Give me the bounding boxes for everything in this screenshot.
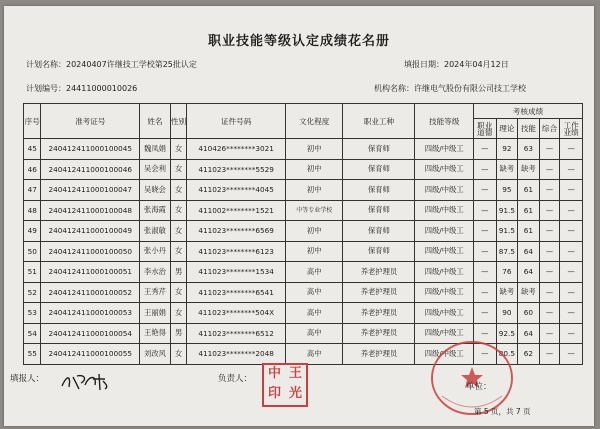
cell-name: 刘改风 bbox=[140, 344, 171, 365]
cell-occupation: 养老护理员 bbox=[343, 303, 415, 324]
cell-education: 初中 bbox=[285, 180, 343, 201]
col-gender: 性别 bbox=[170, 104, 186, 139]
cell-skill: 61 bbox=[518, 221, 540, 242]
cell-overall: — bbox=[539, 221, 560, 242]
cell-level: 四级/中级工 bbox=[415, 344, 474, 365]
cell-overall: — bbox=[539, 200, 560, 221]
cell-name: 王丽娟 bbox=[140, 303, 171, 324]
cell-gender: 女 bbox=[170, 241, 186, 262]
cell-skill: 64 bbox=[518, 323, 540, 344]
cell-education: 初中 bbox=[285, 159, 343, 180]
cell-seq: 54 bbox=[24, 323, 41, 344]
cell-gender: 女 bbox=[170, 159, 186, 180]
table-row bbox=[24, 221, 583, 242]
cell-overall: — bbox=[539, 139, 560, 160]
cell-occupation: 保育师 bbox=[343, 180, 415, 201]
table-row bbox=[24, 139, 583, 160]
cell-overall: — bbox=[539, 262, 560, 283]
cell-education: 高中 bbox=[285, 282, 343, 303]
col-ticket: 准考证号 bbox=[41, 104, 140, 139]
cell-work: — bbox=[560, 180, 583, 201]
cell-name: 吴晓会 bbox=[140, 180, 171, 201]
fill-date: 填报日期：2024年04月12日 bbox=[404, 60, 509, 69]
cell-theory: 90 bbox=[496, 303, 518, 324]
cell-education: 初中 bbox=[285, 139, 343, 160]
cell-theory: 91.5 bbox=[496, 221, 518, 242]
cell-level: 四级/中级工 bbox=[415, 221, 474, 242]
cell-seq: 50 bbox=[24, 241, 41, 262]
cell-theory: 80.5 bbox=[496, 344, 518, 365]
cell-id: 411023********504X bbox=[187, 303, 286, 324]
cell-level: 四级/中级工 bbox=[415, 282, 474, 303]
cell-seq: 48 bbox=[24, 200, 41, 221]
cell-level: 四级/中级工 bbox=[415, 180, 474, 201]
cell-name: 张小丹 bbox=[140, 241, 171, 262]
cell-education: 初中 bbox=[285, 221, 343, 242]
cell-occupation: 养老护理员 bbox=[343, 344, 415, 365]
filler-label: 填报人： bbox=[10, 374, 45, 384]
col-overall: 综合 bbox=[539, 119, 560, 139]
col-skill: 技能 bbox=[518, 119, 540, 139]
cell-moral: — bbox=[473, 323, 496, 344]
cell-moral: — bbox=[473, 344, 496, 365]
col-moral: 职业道德 bbox=[473, 119, 496, 139]
cell-education: 中等专业学校 bbox=[285, 200, 343, 221]
col-occupation: 职业工种 bbox=[343, 104, 415, 139]
cell-theory: 缺考 bbox=[496, 282, 518, 303]
cell-occupation: 保育师 bbox=[343, 241, 415, 262]
cell-level: 四级/中级工 bbox=[415, 323, 474, 344]
cell-id: 411023********6123 bbox=[187, 241, 286, 262]
cell-ticket: 240412411000100055 bbox=[41, 344, 140, 365]
cell-occupation: 养老护理员 bbox=[343, 282, 415, 303]
cell-seq: 49 bbox=[24, 221, 41, 242]
cell-skill: 61 bbox=[518, 200, 540, 221]
cell-education: 高中 bbox=[285, 323, 343, 344]
cell-theory: 91.5 bbox=[496, 200, 518, 221]
cell-occupation: 保育师 bbox=[343, 139, 415, 160]
cell-ticket: 240412411000100050 bbox=[41, 241, 140, 262]
cell-work: — bbox=[560, 139, 583, 160]
cell-work: — bbox=[560, 200, 583, 221]
cell-occupation: 养老护理员 bbox=[343, 262, 415, 283]
cell-seq: 45 bbox=[24, 139, 41, 160]
cell-gender: 女 bbox=[170, 282, 186, 303]
cell-skill: 62 bbox=[518, 344, 540, 365]
cell-ticket: 240412411000100052 bbox=[41, 282, 140, 303]
cell-seq: 52 bbox=[24, 282, 41, 303]
cell-seq: 47 bbox=[24, 180, 41, 201]
cell-education: 高中 bbox=[285, 262, 343, 283]
cell-overall: — bbox=[539, 180, 560, 201]
cell-ticket: 240412411000100054 bbox=[41, 323, 140, 344]
cell-id: 410426********3021 bbox=[187, 139, 286, 160]
score-table bbox=[23, 103, 583, 365]
cell-seq: 51 bbox=[24, 262, 41, 283]
cell-gender: 女 bbox=[170, 221, 186, 242]
cell-gender: 男 bbox=[170, 323, 186, 344]
cell-seq: 55 bbox=[24, 344, 41, 365]
cell-name: 张海霞 bbox=[140, 200, 171, 221]
roster-document bbox=[4, 6, 594, 426]
filler-signature bbox=[59, 371, 111, 393]
cell-ticket: 240412411000100053 bbox=[41, 303, 140, 324]
cell-skill: 64 bbox=[518, 262, 540, 283]
cell-id: 411002********1521 bbox=[187, 200, 286, 221]
cell-work: — bbox=[560, 221, 583, 242]
cell-level: 四级/中级工 bbox=[415, 241, 474, 262]
cell-name: 王艳得 bbox=[140, 323, 171, 344]
responsible-label: 负责人： bbox=[218, 374, 253, 384]
cell-seq: 53 bbox=[24, 303, 41, 324]
cell-work: — bbox=[560, 241, 583, 262]
cell-education: 高中 bbox=[285, 303, 343, 324]
document-title: 职业技能等级认定成绩花名册 bbox=[207, 34, 390, 49]
col-id: 证件号码 bbox=[187, 104, 286, 139]
cell-name: 吴会利 bbox=[140, 159, 171, 180]
seal-char: 光 bbox=[288, 386, 302, 401]
cell-moral: — bbox=[473, 303, 496, 324]
cell-occupation: 保育师 bbox=[343, 159, 415, 180]
cell-gender: 女 bbox=[170, 303, 186, 324]
col-education: 文化程度 bbox=[285, 104, 343, 139]
cell-name: 魏凤娟 bbox=[140, 139, 171, 160]
cell-gender: 女 bbox=[170, 180, 186, 201]
cell-ticket: 240412411000100048 bbox=[41, 200, 140, 221]
cell-gender: 男 bbox=[170, 262, 186, 283]
col-level: 技能等级 bbox=[415, 104, 474, 139]
cell-ticket: 240412411000100047 bbox=[41, 180, 140, 201]
seal-stamp-square bbox=[262, 363, 308, 407]
cell-id: 411023********6541 bbox=[187, 282, 286, 303]
cell-level: 四级/中级工 bbox=[415, 262, 474, 283]
table-row bbox=[24, 282, 583, 303]
seal-char: 王 bbox=[288, 366, 302, 381]
cell-name: 李水治 bbox=[140, 262, 171, 283]
cell-work: — bbox=[560, 323, 583, 344]
table-row bbox=[24, 180, 583, 201]
cell-work: — bbox=[560, 262, 583, 283]
cell-id: 411023********4045 bbox=[187, 180, 286, 201]
cell-ticket: 240412411000100051 bbox=[41, 262, 140, 283]
cell-skill: 60 bbox=[518, 303, 540, 324]
cell-gender: 女 bbox=[170, 200, 186, 221]
cell-skill: 61 bbox=[518, 180, 540, 201]
cell-overall: — bbox=[539, 241, 560, 262]
cell-seq: 46 bbox=[24, 159, 41, 180]
cell-moral: — bbox=[473, 200, 496, 221]
cell-moral: — bbox=[473, 221, 496, 242]
plan-number: 计划编号：24411000010026 bbox=[26, 84, 138, 93]
cell-id: 411023********5529 bbox=[187, 159, 286, 180]
cell-theory: 92 bbox=[496, 139, 518, 160]
table-row bbox=[24, 241, 583, 262]
unit-label: 单位： bbox=[466, 382, 492, 392]
cell-occupation: 养老护理员 bbox=[343, 323, 415, 344]
cell-overall: — bbox=[539, 282, 560, 303]
cell-work: — bbox=[560, 159, 583, 180]
plan-name: 计划名称：20240407许继技工学校第25批认定 bbox=[26, 60, 197, 69]
cell-occupation: 保育师 bbox=[343, 200, 415, 221]
table-row bbox=[24, 200, 583, 221]
col-seq: 序号 bbox=[24, 104, 41, 139]
cell-overall: — bbox=[539, 344, 560, 365]
cell-name: 王秀芹 bbox=[140, 282, 171, 303]
cell-ticket: 240412411000100049 bbox=[41, 221, 140, 242]
cell-name: 张淑敏 bbox=[140, 221, 171, 242]
col-work: 工作业绩 bbox=[560, 119, 583, 139]
col-theory: 理论 bbox=[496, 119, 518, 139]
cell-overall: — bbox=[539, 323, 560, 344]
cell-id: 411023********6512 bbox=[187, 323, 286, 344]
table-body bbox=[24, 139, 583, 365]
col-name: 姓名 bbox=[140, 104, 171, 139]
cell-moral: — bbox=[473, 282, 496, 303]
cell-moral: — bbox=[473, 159, 496, 180]
cell-theory: 87.5 bbox=[496, 241, 518, 262]
cell-moral: — bbox=[473, 180, 496, 201]
cell-skill: 63 bbox=[518, 139, 540, 160]
seal-char: 中 bbox=[267, 366, 281, 381]
page-info: 第 5 页，共 7 页 bbox=[474, 407, 531, 416]
cell-id: 411023********6569 bbox=[187, 221, 286, 242]
cell-ticket: 240412411000100046 bbox=[41, 159, 140, 180]
cell-theory: 92.5 bbox=[496, 323, 518, 344]
cell-education: 高中 bbox=[285, 344, 343, 365]
cell-level: 四级/中级工 bbox=[415, 159, 474, 180]
cell-overall: — bbox=[539, 303, 560, 324]
cell-level: 四级/中级工 bbox=[415, 200, 474, 221]
cell-theory: 76 bbox=[496, 262, 518, 283]
table-row bbox=[24, 303, 583, 324]
cell-moral: — bbox=[473, 241, 496, 262]
table-row bbox=[24, 159, 583, 180]
cell-level: 四级/中级工 bbox=[415, 139, 474, 160]
seal-char: 印 bbox=[267, 386, 281, 401]
cell-overall: — bbox=[539, 159, 560, 180]
cell-theory: 缺考 bbox=[496, 159, 518, 180]
cell-id: 411023********1534 bbox=[187, 262, 286, 283]
cell-occupation: 保育师 bbox=[343, 221, 415, 242]
table-row bbox=[24, 262, 583, 283]
cell-id: 411023********2048 bbox=[187, 344, 286, 365]
cell-work: — bbox=[560, 344, 583, 365]
cell-work: — bbox=[560, 282, 583, 303]
cell-gender: 女 bbox=[170, 139, 186, 160]
cell-moral: — bbox=[473, 262, 496, 283]
cell-level: 四级/中级工 bbox=[415, 303, 474, 324]
cell-skill: 缺考 bbox=[518, 159, 540, 180]
cell-skill: 缺考 bbox=[518, 282, 540, 303]
cell-ticket: 240412411000100045 bbox=[41, 139, 140, 160]
col-scores-group: 考核成绩 bbox=[473, 104, 582, 119]
cell-theory: 95 bbox=[496, 180, 518, 201]
cell-gender: 女 bbox=[170, 344, 186, 365]
cell-moral: — bbox=[473, 139, 496, 160]
cell-skill: 64 bbox=[518, 241, 540, 262]
cell-work: — bbox=[560, 303, 583, 324]
org-name: 机构名称：许继电气股份有限公司技工学校 bbox=[374, 84, 526, 93]
cell-education: 初中 bbox=[285, 241, 343, 262]
